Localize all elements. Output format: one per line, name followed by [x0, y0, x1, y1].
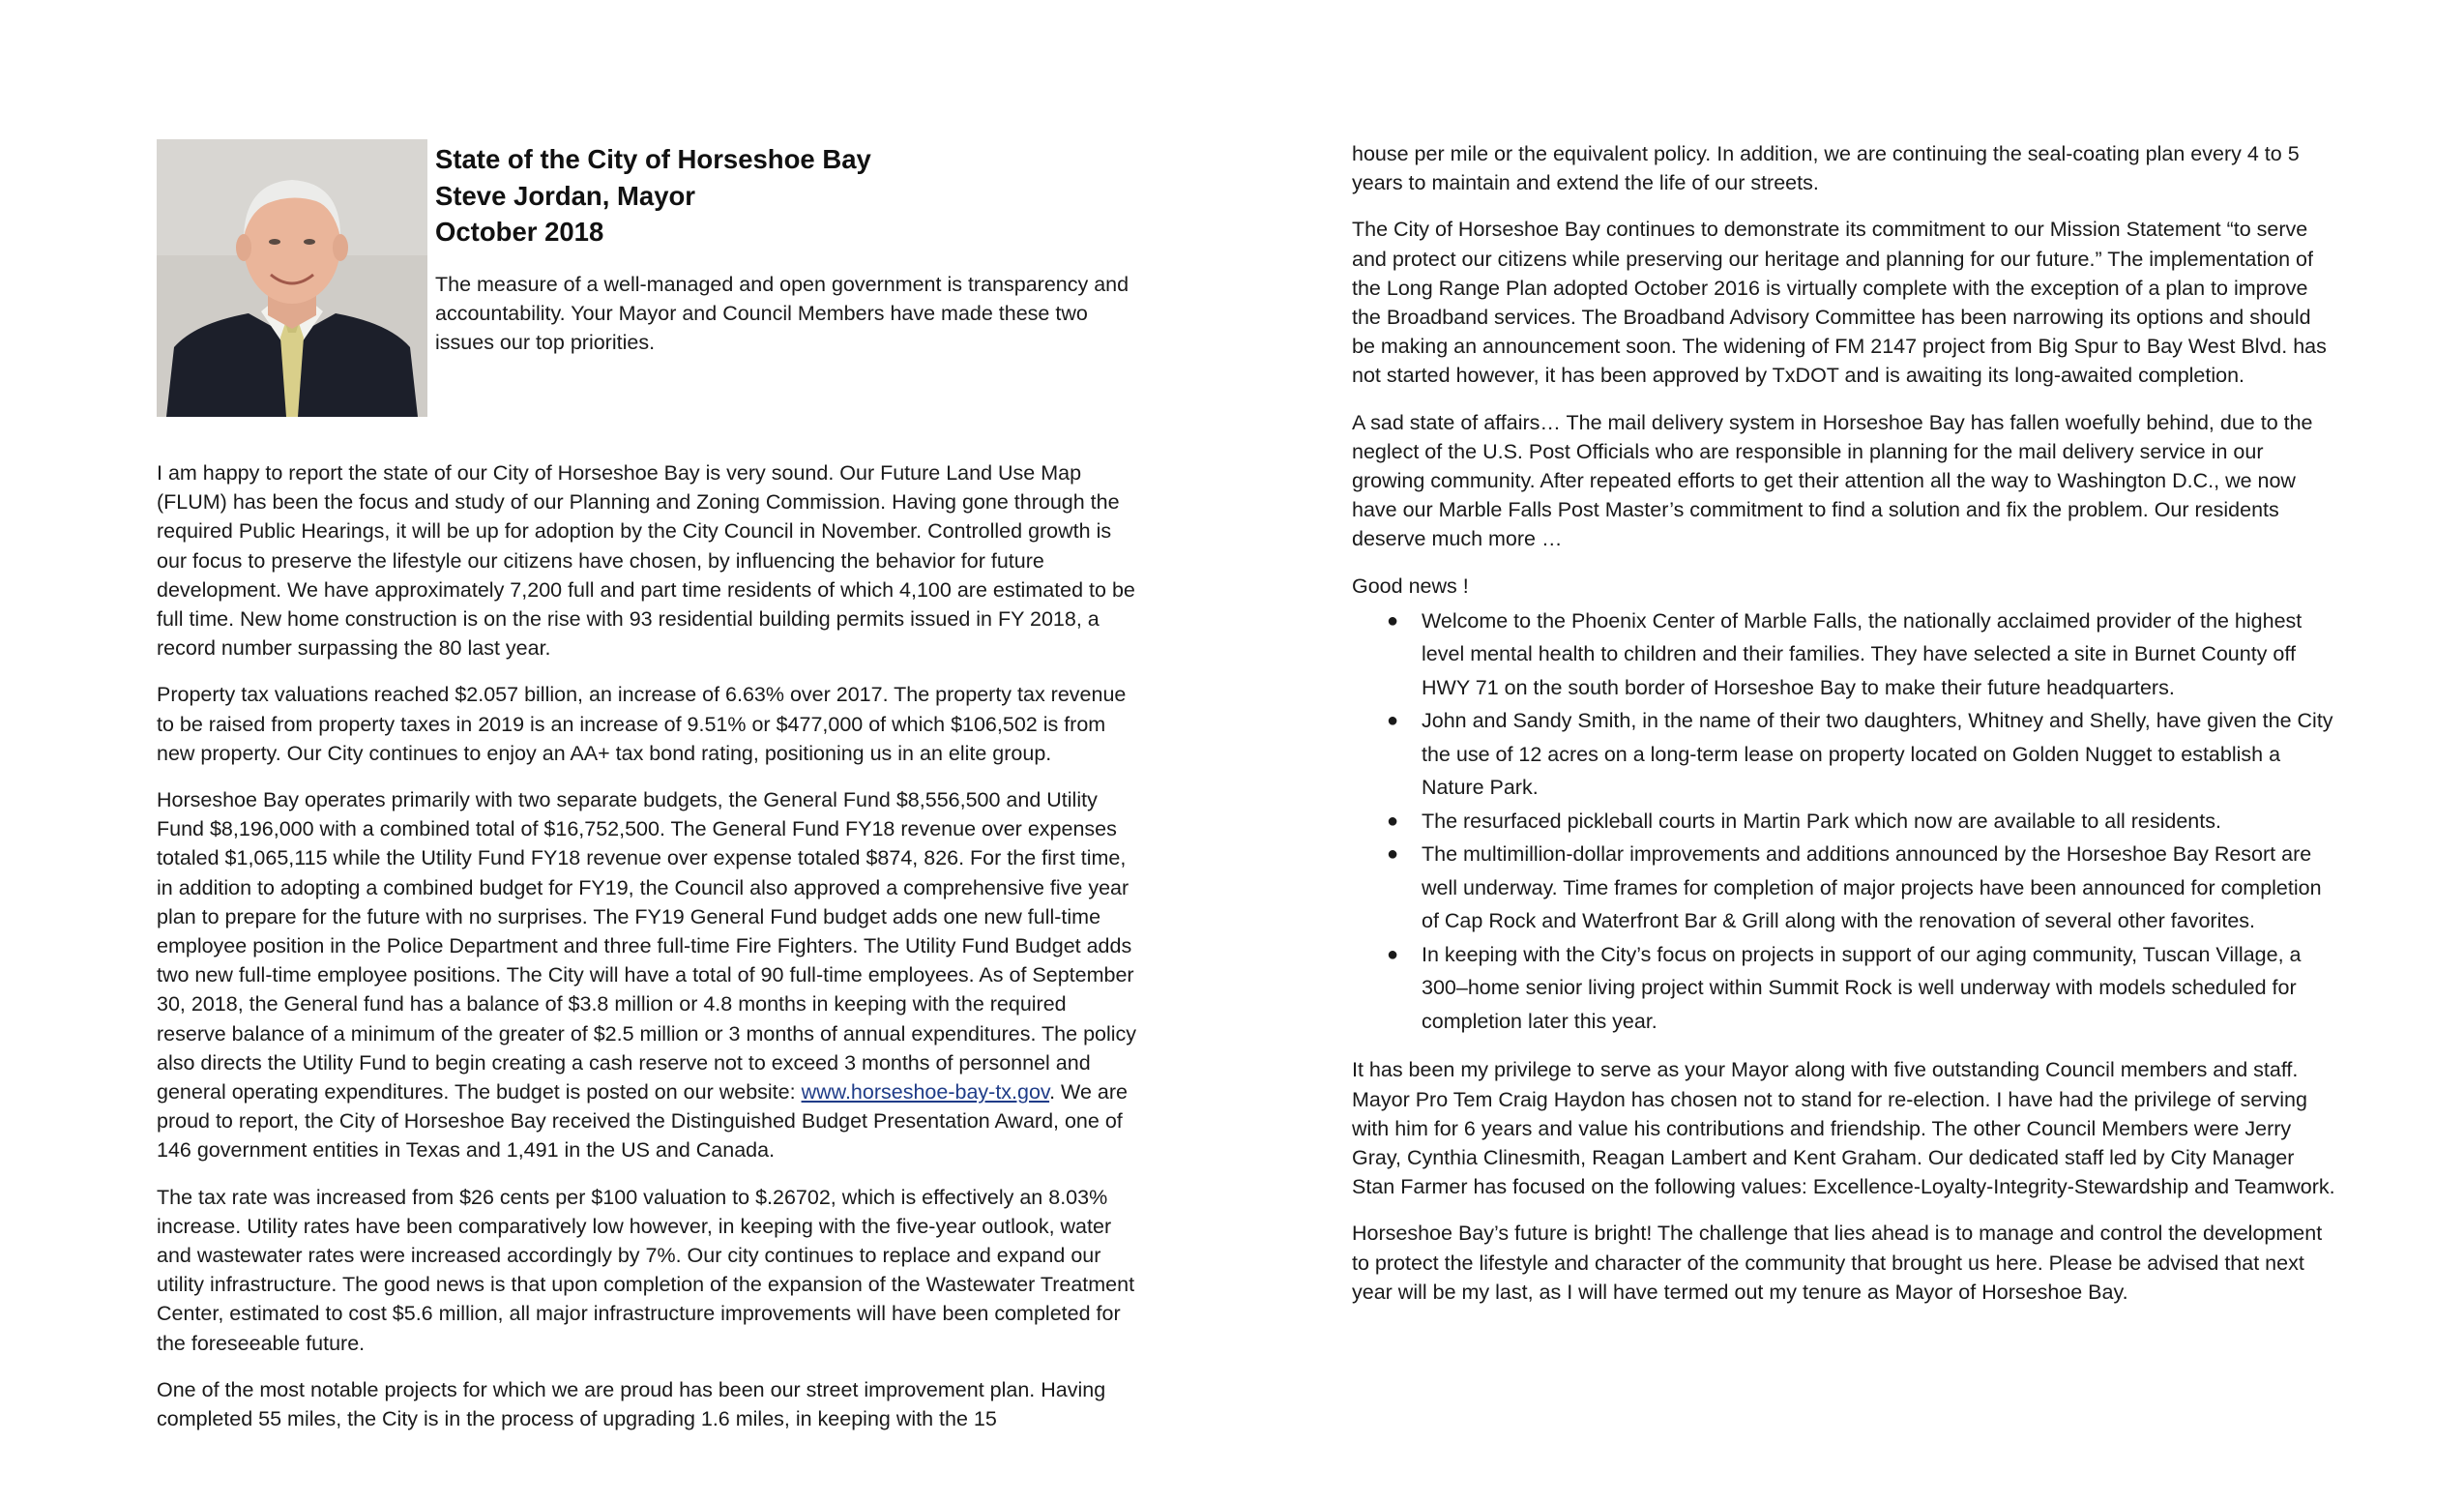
list-item — [1352, 604, 2338, 705]
paragraph-tax-rate: The tax rate was increased from $26 cents per $100 valuation to $.26702, which is effectively an 8.03% increase. Utility rates have been comparatively low however, in keeping with the five-year outlook, water and wastewater rates were increased accordingly by 7%. Our city continues to replace and expand our utility infrastructure. The good news is that upon completion of the expansion of the Wastewater Treatment Center, estimated to cost $5.6 million, all major infrastructure improvements will have been completed for the foreseeable future. — [157, 1185, 1135, 1355]
budgets-text-part2: . We are proud to report, the City of Horseshoe Bay received the Distinguished Budget Presentation Award, one of 146 government entities in Texas and 1,491 in the US and Canada. — [157, 1080, 1128, 1163]
bullet-icon: ● — [1387, 810, 1399, 832]
mayor-portrait-photo — [157, 139, 427, 417]
list-item-text: John and Sandy Smith, in the name of their two daughters, Whitney and Shelly, have given the City the use of 12 acres on a long-term lease on property located on Golden Nugget to establish a Nature Park. — [1422, 709, 2333, 800]
list-item — [1352, 704, 2338, 805]
bullet-icon: ● — [1387, 609, 1399, 632]
paragraph-property-tax: Property tax valuations reached $2.057 billion, an increase of 6.63% over 2017. The property tax revenue to be raised from property taxes in 2019 is an increase of 9.51% or $477,000 of which $106,502 is from new property. Our City continues to enjoy an AA+ tax bond rating, positioning us in an elite group. — [157, 683, 1127, 765]
document-author: Steve Jordan, Mayor — [435, 180, 695, 211]
list-item-text: In keeping with the City’s focus on projects in support of our aging community, Tuscan Village, a 300–home senior living project within Summit Rock is well underway with models scheduled for completion later this year. — [1422, 942, 2302, 1033]
list-item-text: Welcome to the Phoenix Center of Marble Falls, the nationally acclaimed provider of the highest level mental health to children and their families. They have selected a site in Burnet County off HWY 71 on the south border of Horseshoe Bay to make their future headquarters. — [1422, 608, 2303, 699]
website-link[interactable]: www.horseshoe-bay-tx.gov — [801, 1080, 1050, 1104]
left-column — [157, 139, 1139, 1451]
document-title: State of the City of Horseshoe Bay — [435, 144, 871, 174]
bullet-icon: ● — [1387, 710, 1399, 732]
paragraph-future: Horseshoe Bay’s future is bright! The challenge that lies ahead is to manage and control the development to protect the lifestyle and character of the community that brought us here. Please be advised that next year will be my last, as I will have termed out my tenure as Mayor of Horseshoe Bay. — [1352, 1222, 2323, 1304]
budgets-text-part1: Horseshoe Bay operates primarily with two separate budgets, the General Fund $8,556,500 and Utility Fund $8,196,000 with a combined total of $16,752,500. The General Fund FY18 revenue over expenses totaled $1,065,115 while the Utility Fund FY18 revenue over expense totaled $874, 826. For the first time, in addition to adopting a combined budget for FY19, the Council also approved a comprehensive five year plan to prepare for the future with no surprises. The FY19 General Fund budget adds one new full-time employee position in the Police Department and three full-time Fire Fighters. The Utility Fund Budget adds two new full-time employee positions. The City will have a total of 90 full-time employees. As of September 30, 2018, the General fund has a balance of $3.8 million or 4.8 months in keeping with the required reserve balance of a minimum of the greater of $2.5 million or 3 months of annual expenditures. The policy also directs the Utility Fund to begin creating a cash reserve not to exceed 3 months of personnel and general operating expenditures. The budget is posted on our website: — [157, 788, 1137, 1104]
header-text — [435, 141, 1139, 357]
paragraph-state-of-city: I am happy to report the state of our City of Horseshoe Bay is very sound. Our Future Land Use Map (FLUM) has been the focus and study of our Planning and Zoning Commission. Having gone through the required Public Hearings, it will be up for adoption by the City Council in November. Controlled growth is our focus to preserve the lifestyle our citizens have chosen, by influencing the behavior for future development. We have approximately 7,200 full and part time residents of which 4,100 are estimated to be full time. New home construction is on the rise with 93 residential building permits issued in FY 2018, a record number surpassing the 80 last year. — [157, 461, 1135, 661]
header-block — [157, 139, 1139, 420]
intro-paragraph: The measure of a well-managed and open government is transparency and accountability. Your Mayor and Council Members have made these two issues our top priorities. — [435, 272, 1129, 354]
right-column — [1352, 139, 2338, 1324]
list-item — [1352, 938, 2338, 1039]
good-news-list — [1352, 604, 2338, 1039]
right-page — [1232, 0, 2464, 1502]
paragraph-street-continued: house per mile or the equivalent policy. In addition, we are continuing the seal-coating plan every 4 to 5 years to maintain and extend the life of our streets. — [1352, 142, 2300, 195]
paragraph-mission-statement: The City of Horseshoe Bay continues to demonstrate its commitment to our Mission Statement “to serve and protect our citizens while preserving our heritage and planning for our future.” The implementation of the Long Range Plan adopted October 2016 is virtually complete with the exception of a plan to improve the Broadband services. The Broadband Advisory Committee has been narrowing its options and should be making an announcement soon. The widening of FM 2147 project from Big Spur to Bay West Blvd. has not started however, it has been approved by TxDOT and is awaiting its long-awaited completion. — [1352, 218, 2327, 388]
list-item — [1352, 805, 2338, 839]
list-item — [1352, 838, 2338, 938]
good-news-label: Good news ! — [1352, 574, 1469, 598]
paragraph-mail-delivery: A sad state of affairs… The mail delivery system in Horseshoe Bay has fallen woefully behind, due to the neglect of the U.S. Post Officials who are responsible in planning for the mail delivery service in our growing community. After repeated efforts to get their attention all the way to Washington D.C., we now have our Marble Falls Post Master’s commitment to find a solution and fix the problem. Our residents deserve much more … — [1352, 410, 2313, 551]
list-item-text: The resurfaced pickleball courts in Martin Park which now are available to all residents. — [1422, 809, 2221, 833]
bullet-icon: ● — [1387, 843, 1399, 866]
paragraph-budgets — [157, 785, 1139, 1165]
document-date: October 2018 — [435, 217, 604, 247]
mayor-portrait-illustration — [157, 139, 427, 417]
paragraph-street-improvement: One of the most notable projects for which we are proud has been our street improvement plan. Having completed 55 miles, the City is in the process of upgrading 1.6 miles, in keeping with the 15 — [157, 1377, 1106, 1431]
bullet-icon: ● — [1387, 943, 1399, 965]
list-item-text: The multimillion-dollar improvements and additions announced by the Horseshoe Bay Resort are well underway. Time frames for completion of major projects have been announced for completion of Cap Rock and Waterfront Bar & Grill along with the renovation of several other favorites. — [1422, 842, 2322, 933]
paragraph-privilege: It has been my privilege to serve as your Mayor along with five outstanding Council members and staff. Mayor Pro Tem Craig Haydon has chosen not to stand for re-election. I have had the privilege of serving with him for 6 years and value his contributions and friendship. The other Council Members were Jerry Gray, Cynthia Clinesmith, Reagan Lambert and Kent Graham. Our dedicated staff led by City Manager Stan Farmer has focused on the following values: Excellence-Loyalty-Integrity-Stewardship and Teamwork. — [1352, 1058, 2335, 1199]
